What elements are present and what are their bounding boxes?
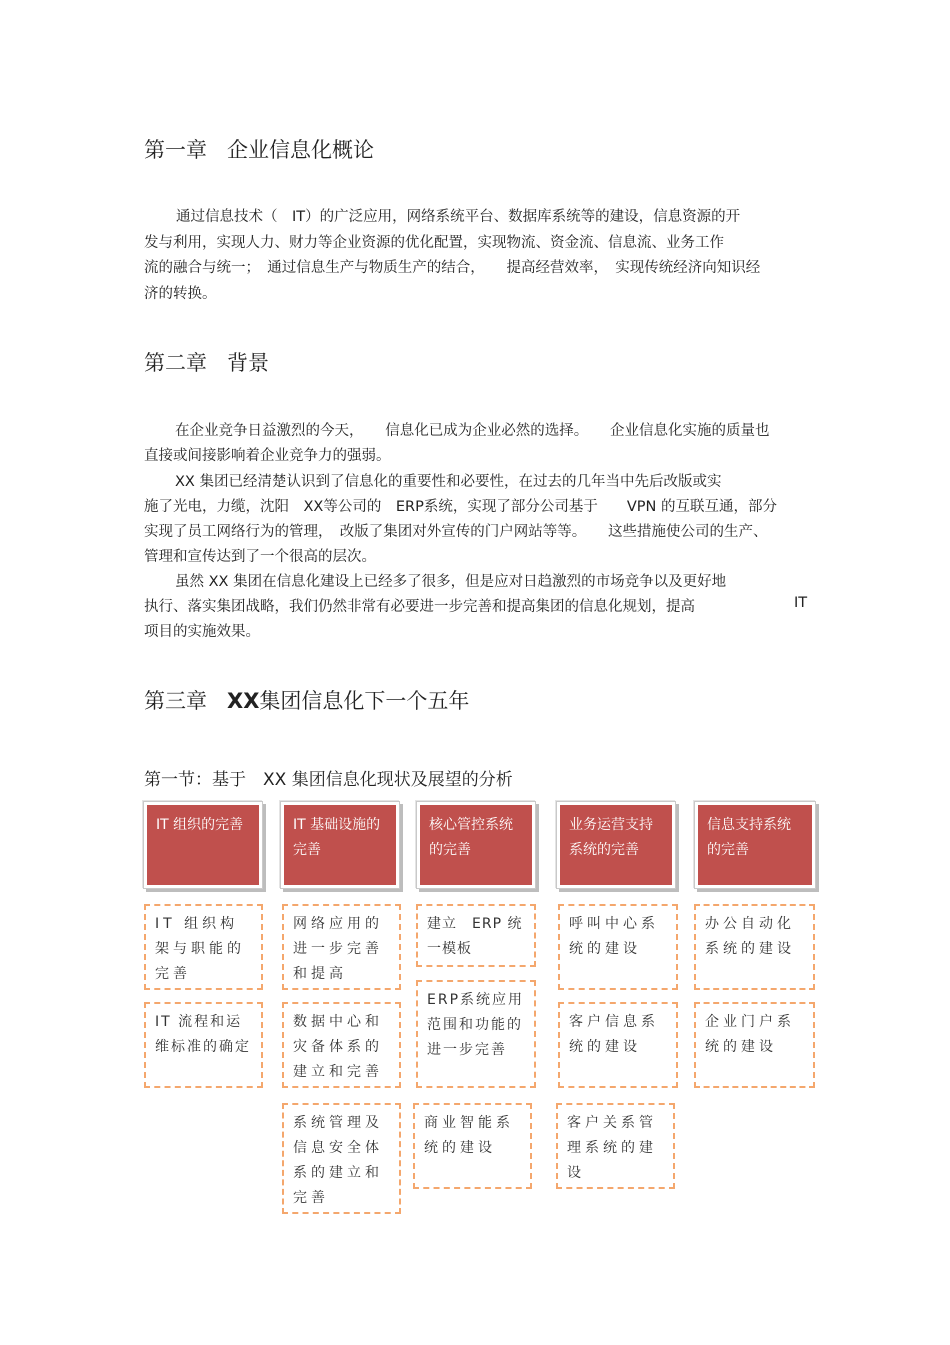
box-call-center: 呼叫中心系统的建设 (558, 904, 678, 990)
ch2-line-5: 实现了员工网络行为的管理， 改版了集团对外宣传的门户网站等等。 这些措施使公司的生产、 (144, 524, 768, 540)
chapter-2-number: 第二章 (144, 351, 207, 375)
chapter-2-title (144, 347, 269, 377)
box-network-app: 网络应用的进一步完善和提高 (282, 904, 401, 990)
box-customer-info: 客户信息系统的建设 (558, 1002, 678, 1088)
chapter-3-title (144, 685, 469, 715)
box-crm: 客户关系管理系统的建设 (556, 1103, 675, 1189)
section-1-title: 第一节：基于 XX 集团信息化现状及展望的分析 (144, 770, 513, 790)
ch2-line-4: 施了光电，力缆，沈阳 XX等公司的 ERP系统，实现了部分公司基于 VPN 的互联互通，部分 (144, 499, 777, 515)
box-it-process-standard: IT 流程和运维标准的确定 (144, 1002, 263, 1088)
chapter-3-xx: XX (227, 689, 260, 713)
header-card-core-control (416, 801, 536, 889)
header-card-it-org (143, 801, 263, 889)
header-label-core-control: 核心管控系统的完善 (420, 805, 532, 885)
ch2-line-8: 执行、落实集团战略，我们仍然非常有必要进一步完善和提高集团的信息化规划，提高 (144, 599, 695, 615)
box-erp-template: 建立 ERP 统一模板 (416, 904, 536, 967)
ch2-line-9: 项目的实施效果。 (144, 624, 260, 640)
box-it-org-structure: IT 组织构架与职能的完善 (144, 904, 263, 990)
ch2-line-2: 直接或间接影响着企业竞争力的强弱。 (144, 448, 391, 464)
ch1-line-2: 发与利用，实现人力、财力等企业资源的优化配置，实现物流、资金流、信息流、业务工作 (144, 235, 724, 251)
box-erp-scope: ERP系统应用范围和功能的进一步完善 (416, 980, 536, 1088)
ch1-line-4: 济的转换。 (144, 286, 217, 302)
chapter-1-number: 第一章 (144, 138, 207, 162)
box-office-automation: 办公自动化系统的建设 (694, 904, 815, 990)
ch2-line-3: XX 集团已经清楚认识到了信息化的重要性和必要性，在过去的几年当中先后改版或实 (175, 474, 722, 490)
ch2-line-8-it: IT (794, 595, 808, 611)
box-business-intelligence: 商业智能系统的建设 (413, 1103, 532, 1189)
box-sys-mgmt-security: 系统管理及信息安全体系的建立和完善 (282, 1103, 401, 1214)
ch2-line-1: 在企业竞争日益激烈的今天， 信息化已成为企业必然的选择。 企业信息化实施的质量也 (175, 423, 770, 439)
header-card-info-support (694, 801, 816, 889)
chapter-1-name: 企业信息化概论 (227, 138, 374, 162)
chapter-3-name: 集团信息化下一个五年 (259, 689, 470, 713)
header-label-info-support: 信息支持系统的完善 (698, 805, 812, 885)
ch2-line-6: 管理和宣传达到了一个很高的层次。 (144, 549, 376, 565)
header-card-it-infra (280, 801, 400, 889)
header-label-business-ops: 业务运营支持系统的完善 (560, 805, 672, 885)
chapter-2-name: 背景 (227, 351, 269, 375)
header-label-it-org: IT 组织的完善 (147, 805, 259, 885)
chapter-3-number: 第三章 (144, 689, 207, 713)
chapter-1-title (144, 134, 374, 164)
box-enterprise-portal: 企业门户系统的建设 (694, 1002, 815, 1088)
ch1-line-3: 流的融合与统一； 通过信息生产与物质生产的结合， 提高经营效率， 实现传统经济向知识经 (144, 260, 761, 276)
ch2-line-7: 虽然 XX 集团在信息化建设上已经多了很多，但是应对日趋激烈的市场竞争以及更好地 (175, 574, 727, 590)
ch1-line-1: 通过信息技术（ IT）的广泛应用，网络系统平台、数据库系统等的建设，信息资源的开 (176, 209, 741, 225)
header-card-business-ops (556, 801, 676, 889)
box-datacenter-dr: 数据中心和灾备体系的建立和完善 (282, 1002, 401, 1088)
header-label-it-infra: IT 基础设施的完善 (284, 805, 396, 885)
